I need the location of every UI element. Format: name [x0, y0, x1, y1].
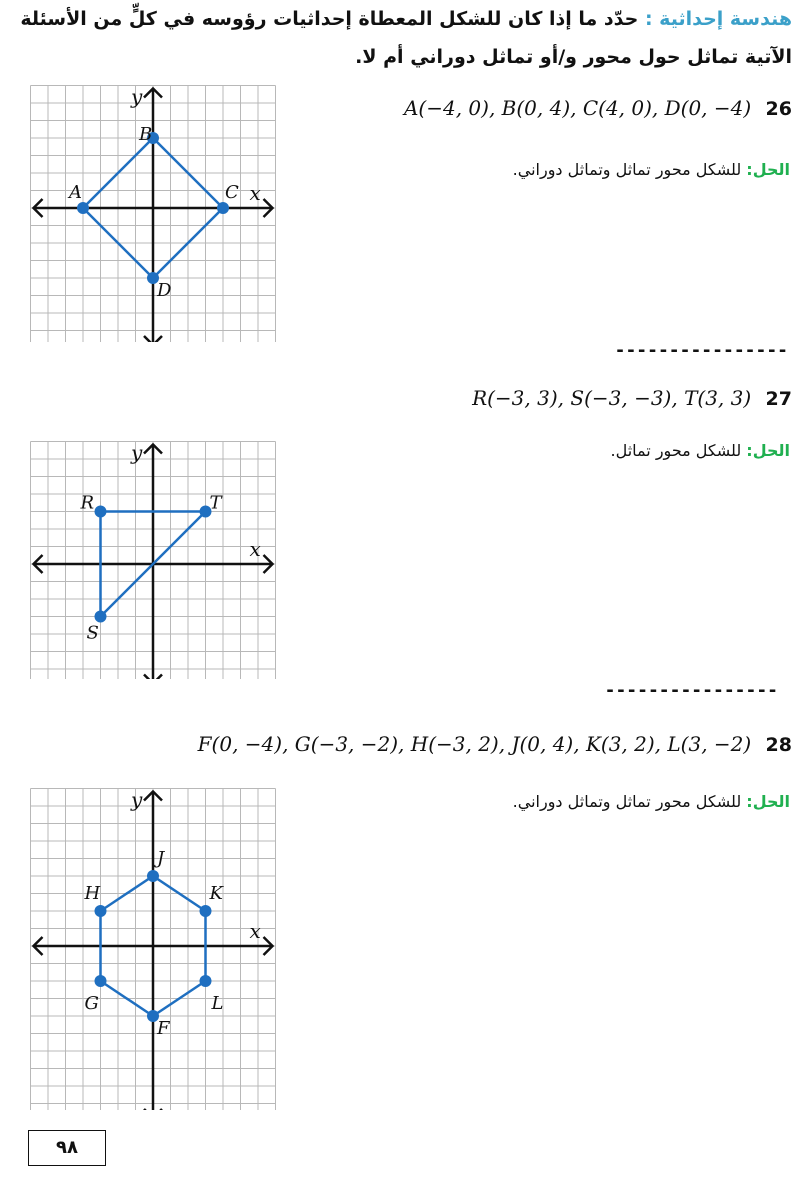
vertex-point-J	[147, 870, 159, 882]
intro-paragraph	[8, 0, 792, 76]
vertex-label-R: R	[80, 492, 95, 514]
y-axis-label: y	[131, 787, 143, 812]
vertex-point-C	[217, 202, 229, 214]
vertex-label-D: D	[157, 280, 172, 301]
vertex-label-F: F	[157, 1018, 170, 1039]
vertex-point-H	[95, 905, 107, 917]
vertex-label-K: K	[209, 883, 223, 904]
vertex-label-S: S	[86, 622, 99, 644]
problem-27-graph	[30, 433, 276, 679]
y-axis-label: y	[131, 440, 143, 465]
problem-coords: R(−3, 3), S(−3, −3), T(3, 3)	[472, 386, 752, 410]
solution-text: للشكل محور تماثل.	[610, 441, 742, 460]
vertex-point-G	[95, 975, 107, 987]
vertex-point-L	[200, 975, 212, 987]
problem-27-statement	[472, 386, 792, 410]
problem-28-solution	[513, 792, 790, 811]
vertex-point-R	[95, 506, 107, 518]
solution-text: للشكل محور تماثل وتماثل دوراني.	[512, 160, 742, 179]
vertex-point-S	[95, 611, 107, 623]
vertex-label-A: A	[69, 182, 82, 203]
separator-1: ----------------	[614, 340, 788, 361]
x-axis-label: x	[249, 537, 261, 561]
problem-coords: A(−4, 0), B(0, 4), C(4, 0), D(0, −4)	[403, 96, 752, 120]
problem-26-solution	[513, 160, 790, 179]
vertex-point-A	[77, 202, 89, 214]
vertex-label-C: C	[225, 182, 239, 203]
solution-label: الحل:	[746, 441, 790, 460]
solution-text: للشكل محور تماثل وتماثل دوراني.	[512, 792, 742, 811]
solution-label: الحل:	[746, 160, 790, 179]
vertex-label-L: L	[211, 993, 224, 1014]
vertex-point-K	[200, 905, 212, 917]
y-axis-label: y	[131, 84, 143, 109]
x-axis-label: x	[249, 181, 261, 205]
problem-28-graph	[30, 782, 276, 1110]
vertex-label-H: H	[84, 883, 101, 904]
problem-28-statement	[198, 732, 792, 756]
vertex-label-B: B	[139, 124, 153, 145]
instructions-text: حدّد ما إذا كان للشكل المعطاة إحداثيات رؤوسه في كلٍّ من الأسئلة الآتية تماثل حول محور و/أو تماثل دوراني أم لا.	[20, 8, 792, 68]
vertex-label-J: J	[157, 848, 165, 869]
problem-26-statement	[404, 96, 792, 120]
vertex-label-G: G	[84, 993, 99, 1014]
problem-number: 27	[765, 388, 792, 410]
problem-27-solution	[611, 441, 791, 460]
solution-label: الحل:	[746, 792, 790, 811]
page-number: ٩٨	[28, 1130, 106, 1166]
problem-26-graph	[30, 78, 276, 342]
problem-coords: F(0, −4), G(−3, −2), H(−3, 2), J(0, 4), K(3, 2), L(3, −2)	[197, 732, 752, 756]
separator-2: ----------------	[604, 680, 778, 701]
problem-number: 26	[765, 98, 792, 120]
problem-number: 28	[765, 734, 792, 756]
vertex-label-T: T	[209, 492, 222, 514]
x-axis-label: x	[249, 919, 261, 943]
section-label: هندسة إحداثية :	[644, 8, 792, 30]
